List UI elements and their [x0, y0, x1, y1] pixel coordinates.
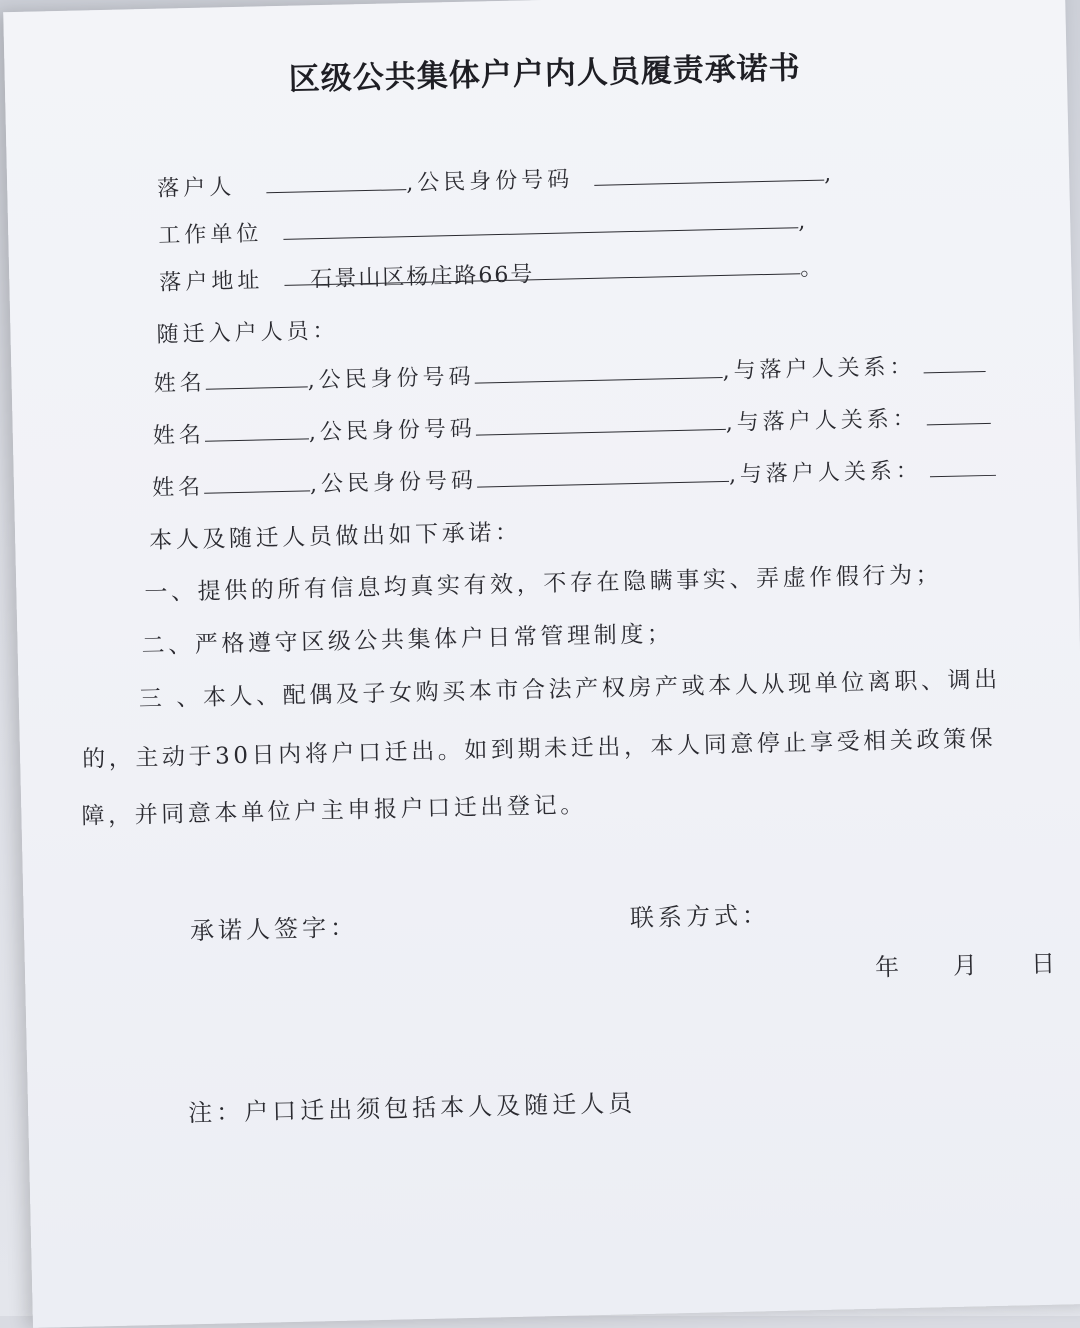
- row3-name-label: 姓名: [151, 474, 205, 501]
- row3-name-field[interactable]: [204, 468, 310, 493]
- row1-relation-label: ,与落户人关系：: [722, 354, 916, 384]
- row3-relation-field[interactable]: [929, 453, 996, 477]
- address-line: [159, 251, 827, 297]
- registrant-name-label: 落户人: [156, 175, 236, 202]
- row2-id-field[interactable]: [475, 407, 725, 436]
- date-year: 年: [874, 953, 904, 982]
- commitment-intro: 本人及随迁人员做出如下承诺：: [148, 519, 522, 555]
- row1-id-label: ,公民身份号码: [307, 364, 475, 394]
- footnote: 注：户口迁出须包括本人及随迁人员: [187, 1089, 637, 1128]
- row2-relation-field[interactable]: [926, 401, 991, 425]
- contact-label: 联系方式：: [629, 901, 771, 933]
- row2-id-label: ,公民身份号码: [308, 416, 477, 446]
- accompanying-row: [152, 400, 991, 450]
- row1-id-field[interactable]: [474, 355, 722, 384]
- work-unit-comma: ,: [797, 208, 810, 235]
- address-period: 。: [799, 255, 827, 282]
- signer-signature-label: 承诺人签字：: [189, 913, 359, 946]
- accompanying-row: [153, 348, 986, 398]
- work-unit-line: [158, 204, 810, 250]
- row1-name-field[interactable]: [205, 364, 307, 389]
- registrant-id-field[interactable]: [594, 158, 824, 186]
- document-title: 区级公共集体户户内人员履责承诺书: [288, 50, 802, 98]
- row1-name-label: 姓名: [153, 370, 206, 397]
- document-paper: [3, 0, 1080, 1328]
- address-label: 落户地址: [159, 268, 264, 296]
- row3-id-field[interactable]: [477, 459, 729, 488]
- commitment-item-3-line-3: 障，并同意本单位户主申报户口迁出登记。: [81, 792, 588, 830]
- row2-name-label: 姓名: [152, 422, 206, 449]
- commitment-item-3-line-1: 三 、本人、配偶及子女购买本市合法产权房产或本人从现单位离职、调出: [138, 666, 1002, 713]
- commitment-item-1: 一、提供的所有信息均真实有效，不存在隐瞒事实、弄虚作假行为；: [144, 562, 943, 607]
- address-field[interactable]: [284, 251, 800, 293]
- registrant-comma: ,: [823, 161, 836, 187]
- row2-name-field[interactable]: [204, 416, 308, 441]
- commitment-item-3-line-2: 的，主动于30日内将户口迁出。如到期未迁出，本人同意停止享受相关政策保: [81, 725, 997, 773]
- registrant-id-label: ,公民身份号码: [405, 167, 574, 197]
- registrant-line: [157, 156, 836, 202]
- row3-id-label: ,公民身份号码: [309, 468, 478, 498]
- date-line: [875, 944, 1060, 983]
- address-value: 石景山区杨庄路66号: [310, 262, 535, 293]
- date-month: 月: [952, 951, 982, 980]
- accompanying-heading: 随迁入户人员：: [156, 318, 339, 348]
- work-unit-label: 工作单位: [158, 221, 263, 249]
- registrant-name-field[interactable]: [266, 167, 406, 193]
- row3-relation-label: ,与落户人关系：: [728, 458, 923, 488]
- row1-relation-field[interactable]: [923, 349, 986, 373]
- accompanying-row: [152, 452, 997, 502]
- row2-relation-label: ,与落户人关系：: [725, 406, 919, 436]
- work-unit-field[interactable]: [283, 205, 798, 240]
- date-day: 日: [1030, 949, 1060, 979]
- commitment-item-2: 二、严格遵守区级公共集体户日常管理制度；: [141, 621, 674, 660]
